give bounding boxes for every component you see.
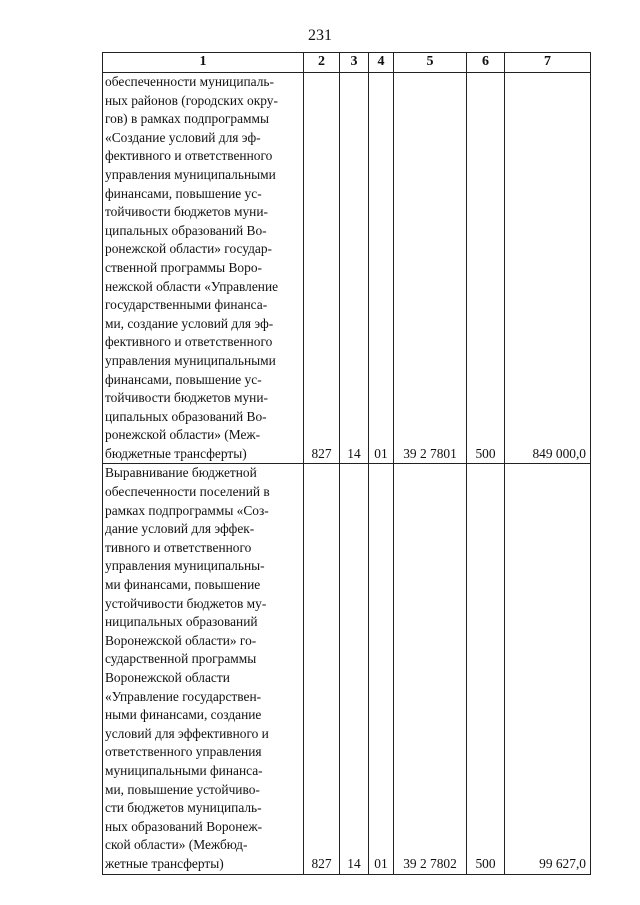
description-line: «Создание условий для эф- (105, 129, 261, 145)
description-line: управления муниципальны- (105, 558, 265, 574)
table-row (103, 73, 591, 464)
description-line: гов) в рамках подпрограммы (105, 111, 269, 127)
description-line: ми, повышение устойчиво- (105, 781, 260, 797)
description-line: ской области» (Межбюд- (105, 837, 248, 853)
description-line: Воронежской области» го- (105, 632, 257, 648)
cell-col-2: 827 (304, 464, 340, 874)
description-line: дание условий для эффек- (105, 521, 255, 537)
table-row (103, 464, 591, 874)
description-line: ронежской области» (Меж- (105, 427, 261, 443)
description-line: ных образований Воронеж- (105, 818, 263, 834)
description-line: сти бюджетов муниципаль- (105, 800, 262, 816)
cell-col-4: 01 (369, 464, 394, 874)
description-line: финансами, повышение ус- (105, 371, 262, 387)
description-line: «Управление государствен- (105, 688, 262, 704)
description-line: устойчивости бюджетов му- (105, 595, 267, 611)
description-line: тойчивости бюджетов муни- (105, 204, 268, 220)
header-col-5: 5 (394, 53, 467, 73)
row-description (103, 464, 304, 874)
page-number: 231 (308, 27, 332, 44)
cell-col-3: 14 (340, 464, 369, 874)
description-line: ственной программы Воро- (105, 259, 262, 275)
cell-col-6: 500 (467, 464, 505, 874)
description-line: нежской области «Управление (105, 278, 279, 294)
description-line: тойчивости бюджетов муни- (105, 390, 268, 406)
header-col-6: 6 (467, 53, 505, 73)
description-line: ронежской области» государ- (105, 241, 273, 257)
description-line: ми финансами, повышение (105, 577, 261, 593)
header-col-4: 4 (369, 53, 394, 73)
description-line: фективного и ответственного (105, 148, 273, 164)
description-line: обеспеченности муниципаль- (105, 74, 274, 89)
description-line: сударственной программы (105, 651, 257, 667)
cell-col-7: 849 000,0 (505, 73, 591, 464)
cell-col-4: 01 (369, 73, 394, 464)
cell-col-2: 827 (304, 73, 340, 464)
description-line: управления муниципальными (105, 352, 276, 368)
table-header-row (103, 53, 591, 73)
cell-col-5: 39 2 7802 (394, 464, 467, 874)
description-line: бюджетные трансферты) (105, 445, 247, 461)
description-line: ответственного управления (105, 744, 262, 760)
description-line: жетные трансферты) (105, 855, 224, 871)
description-line: ципальных образований Во- (105, 408, 267, 424)
description-line: Воронежской области (105, 670, 230, 685)
description-line: рамках подпрограммы «Соз- (105, 502, 269, 518)
description-line: ципальных образований Во- (105, 222, 267, 238)
header-col-1: 1 (103, 53, 304, 73)
budget-table (102, 52, 591, 875)
header-col-3: 3 (340, 53, 369, 73)
description-line: условий для эффективного и (105, 725, 269, 741)
description-line: государственными финанса- (105, 297, 268, 313)
cell-col-7: 99 627,0 (505, 464, 591, 874)
cell-col-6: 500 (467, 73, 505, 464)
description-line: муниципальными финанса- (105, 762, 263, 778)
description-line: управления муниципальными (105, 166, 276, 182)
description-line: ми, создание условий для эф- (105, 315, 274, 331)
description-line: ных районов (городских окру- (105, 92, 278, 108)
description-line: ными финансами, создание (105, 707, 262, 723)
description-line: ниципальных образований (105, 614, 258, 630)
row-description (103, 73, 304, 464)
cell-col-5: 39 2 7801 (394, 73, 467, 464)
description-line: обеспеченности поселений в (105, 484, 270, 500)
description-line: финансами, повышение ус- (105, 185, 262, 201)
header-col-7: 7 (505, 53, 591, 73)
cell-col-3: 14 (340, 73, 369, 464)
description-line: тивного и ответственного (105, 539, 252, 555)
header-col-2: 2 (304, 53, 340, 73)
description-line: фективного и ответственного (105, 334, 273, 350)
description-line: Выравнивание бюджетной (105, 465, 257, 481)
